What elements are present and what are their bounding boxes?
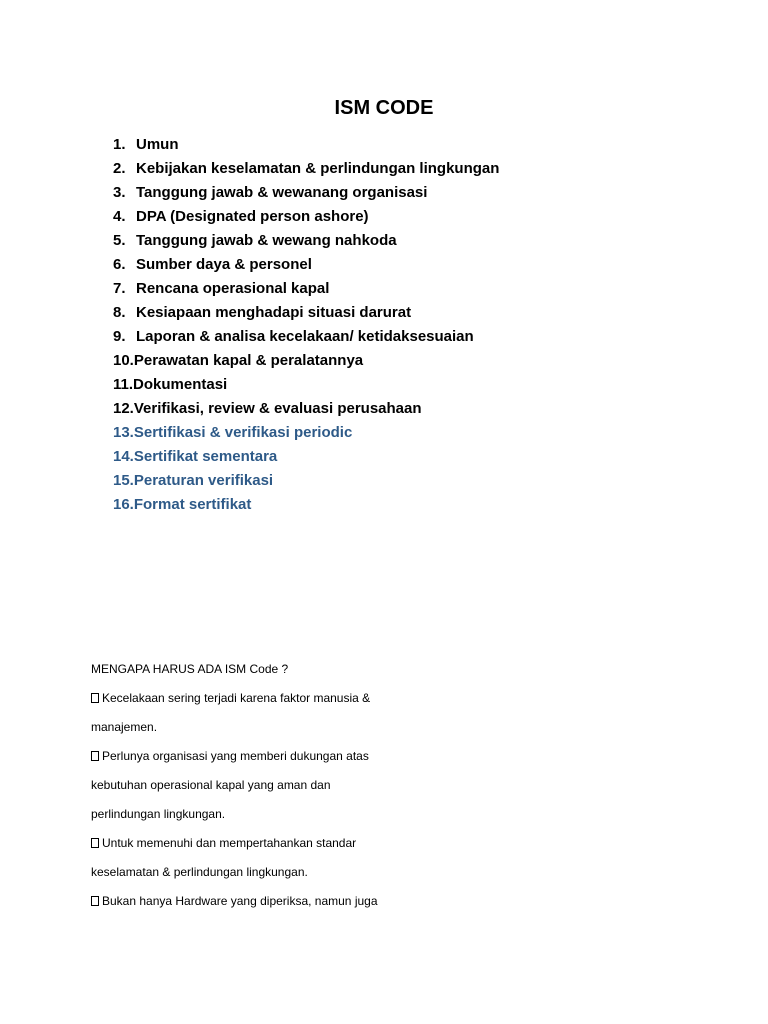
item-label: Tanggung jawab & wewang nahkoda xyxy=(136,232,397,249)
item-number: 9. xyxy=(113,328,126,345)
item-label: Umun xyxy=(136,136,179,153)
section-line: Untuk memenuhi dan mempertahankan standar xyxy=(91,831,431,860)
section-line: manajemen. xyxy=(91,720,158,734)
missing-glyph-box-icon xyxy=(91,838,99,848)
item-label: Laporan & analisa kecelakaan/ ketidaksesuaian xyxy=(136,328,474,345)
list-item xyxy=(113,325,499,349)
list-item xyxy=(113,157,499,181)
item-number: 11. xyxy=(113,376,134,393)
section-line: kebutuhan operasional kapal yang aman dan xyxy=(91,778,331,792)
section-line: Perlunya organisasi yang memberi dukungan atas xyxy=(91,744,431,773)
list-item xyxy=(113,181,499,205)
list-item xyxy=(113,349,499,373)
list-item xyxy=(113,493,499,517)
list-item xyxy=(113,445,499,469)
item-number: 1. xyxy=(113,136,126,153)
item-label: Kebijakan keselamatan & perlindungan lingkungan xyxy=(136,160,500,177)
item-label: Format sertifikat xyxy=(133,496,252,513)
item-number: 7. xyxy=(113,280,126,297)
item-number: 15. xyxy=(113,472,134,489)
item-label: Sumber daya & personel xyxy=(136,256,312,273)
item-number: 10. xyxy=(113,352,134,369)
ism-topic-list xyxy=(113,133,499,517)
list-item xyxy=(113,469,499,493)
section-heading: MENGAPA HARUS ADA ISM Code ? xyxy=(91,662,289,676)
section-line: Bukan hanya Hardware yang diperiksa, namun juga xyxy=(91,889,431,918)
item-label: Sertifikat sementara xyxy=(133,448,278,465)
list-item xyxy=(113,133,499,157)
item-label: DPA (Designated person ashore) xyxy=(136,208,369,225)
item-label: Peraturan verifikasi xyxy=(133,472,274,489)
list-item xyxy=(113,205,499,229)
list-item xyxy=(113,253,499,277)
item-label: Kesiapaan menghadapi situasi darurat xyxy=(136,304,412,321)
item-number: 13. xyxy=(113,424,134,441)
item-number: 14. xyxy=(113,448,134,465)
item-label: Perawatan kapal & peralatannya xyxy=(133,352,364,369)
why-ism-section xyxy=(91,657,431,918)
missing-glyph-box-icon xyxy=(91,693,99,703)
list-item xyxy=(113,277,499,301)
section-line: Kecelakaan sering terjadi karena faktor manusia & xyxy=(91,686,431,715)
item-number: 3. xyxy=(113,184,126,201)
missing-glyph-box-icon xyxy=(91,751,99,761)
section-line: perlindungan lingkungan. xyxy=(91,807,226,821)
item-number: 6. xyxy=(113,256,126,273)
item-label: Rencana operasional kapal xyxy=(136,280,330,297)
missing-glyph-box-icon xyxy=(91,896,99,906)
item-number: 4. xyxy=(113,208,126,225)
item-number: 8. xyxy=(113,304,126,321)
item-label: Verifikasi, review & evaluasi perusahaan xyxy=(133,400,422,417)
list-item xyxy=(113,373,499,397)
item-number: 2. xyxy=(113,160,126,177)
item-label: Sertifikasi & verifikasi periodic xyxy=(133,424,353,441)
item-number: 16. xyxy=(113,496,134,513)
item-label: Tanggung jawab & wewanang organisasi xyxy=(136,184,428,201)
item-number: 5. xyxy=(113,232,126,249)
section-line: keselamatan & perlindungan lingkungan. xyxy=(91,865,308,879)
item-label: Dokumentasi xyxy=(133,376,228,393)
list-item xyxy=(113,397,499,421)
list-item xyxy=(113,301,499,325)
item-number: 12. xyxy=(113,400,134,417)
page-title: ISM CODE xyxy=(334,97,434,119)
list-item xyxy=(113,421,499,445)
list-item xyxy=(113,229,499,253)
